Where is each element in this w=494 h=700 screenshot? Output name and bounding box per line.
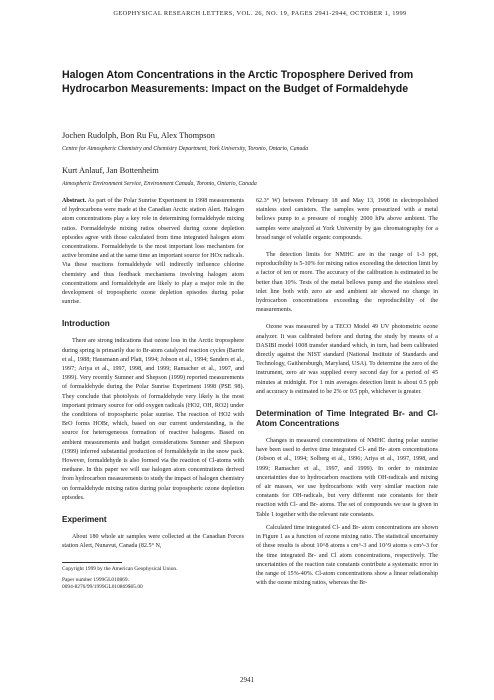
author-list-1: Jochen Rudolph, Bon Ru Fu, Alex Thompson	[62, 131, 215, 140]
abstract	[62, 197, 244, 307]
abstract-text: As part of the Polar Sunrise Experiment in 1998 measurements of hydrocarbons were made at the Canadian Arctic station Alert. Halogen atom concentrations play a key role in determining formaldehyde mixing ratios. Formaldehyde mixing ratios observed during ozone depletion episodes agree with those calculated from time integrated halogen atom concentrations. Formaldehyde is the most important loss mechanism for active bromine and at the same time an important source for HOx radicals. Via these reactions formaldehyde will indirectly influence chlorine chemistry and thus feedback mechanisms involving halogen atom concentrations and formaldehyde are likely to play a major role in the development of tropospheric ozone depletion episodes during polar sunrise.	[62, 198, 244, 306]
experiment-paragraph: About 180 whole air samples were collected at the Canadian Forces station Alert, Nunavut, Canada (82.5° N,	[62, 534, 244, 550]
introduction-paragraph: There are strong indications that ozone loss in the Arctic troposphere during spring is primarily due to Br-atom catalyzed reaction cycles (Barrie et al., 1988; Hausmann and Platt, 1994; Jobson et al., 1994; Sanders et al., 1997; Ariya et al., 1997, 1998, and 1999; Ramacher et al., 1997, and 1999). Very recently Sumner and Shepson (1999) reported measurements of formaldehyde during the Polar Sunrise Experiment 1998 (PSE 98). They conclude that photolysis of formaldehyde very likely is the most important primary source for odd oxygen radicals (HO2, OH, RO2) under the conditions of tropospheric polar sunrise. The reaction of HO2 with BrO forms HOBr, which, based on our current understanding, is the source for heterogeneous formation of reactive halogens. Based on ambient measurements and budget considerations Sumner and Shepson (1999) inferred substantial production of formaldehyde in the snow pack. However, formaldehyde is also formed via the reaction of Cl-atoms with methane. In this paper we will use halogen atom concentrations derived from hydrocarbon measurements to study the impact of halogen chemistry on formaldehyde mixing ratios during polar tropospheric ozone depletion episodes.	[62, 338, 244, 501]
footnote-rule	[62, 562, 122, 563]
paper-number: Paper number 1999GL010869.	[62, 576, 129, 583]
paragraph-gap	[256, 315, 438, 323]
issn-code: 0094-8276/99/1999GL010869$05.00	[62, 583, 143, 590]
paragraph-gap	[256, 243, 438, 251]
copyright-notice: Copyright 1999 by the American Geophysical Union.	[62, 565, 178, 572]
paper-title: Halogen Atom Concentrations in the Arctic Troposphere Derived from Hydrocarbon Measurements: Impact on the Budget of Formaldehyde	[62, 69, 414, 95]
introduction-heading: Introduction	[62, 319, 110, 329]
affiliation-1: Centre for Atmospheric Chemistry and Chemistry Department, York University, Toronto, Ontario, Canada	[62, 146, 309, 152]
ozone-measurement-paragraph: Ozone was measured by a TECO Model 49 UV photometric ozone analyzer. It was calibrated before and during the study by means of a DASIBI model 1008 transfer standard which, in turn, had been calibrated directly against the NIST standard (National Institute of Standards and Technology, Gaithersburgh, Maryland, USA). To determine the zero of the instrument, zero air was supplied every second day for a period of 45 minutes at midnight. For 1 min averages detection limit is about 0.5 ppb and accuracy is estimated to be 2% or 0.5 ppb, whichever is greater.	[256, 324, 438, 395]
experiment-continued-paragraph: 62.3° W) between February 18 and May 13, 1998 in electropolished stainless steel canisters. The samples were pressurized with a metal bellows pump to a pressure of roughly 2000 hPa above ambient. The samples were analyzed at York University by gas chromatography for a broad range of volatile organic compounds.	[256, 198, 438, 241]
author-list-2: Kurt Anlauf, Jan Bottenheim	[62, 166, 159, 175]
left-column	[62, 197, 244, 591]
experiment-heading: Experiment	[62, 515, 107, 525]
running-head: GEOPHYSICAL RESEARCH LETTERS, VOL. 26, NO. 19, PAGES 2941-2944, OCTOBER 1, 1999	[113, 10, 407, 17]
determination-paragraph-2: Calculated time integrated Cl- and Br- atom concentrations are shown in Figure 1 as a function of ozone mixing ratio. The statistical uncertainty of these results is about 10^8 atoms s cm^-3 and 10^9 atoms s cm^-3 for the time integrated Br- and Cl atom concentrations, respectively. The uncertainties of the reaction rate constants contribute a systematic error in the range of 15%-40%. Cl-atom concentrations show a linear relationship with the ozone mixing ratios, whereas the Br-	[256, 524, 438, 587]
determination-heading: Determination of Time Integrated Br- and Cl-Atom Concentrations	[256, 409, 438, 429]
abstract-label: Abstract.	[62, 198, 87, 204]
detection-limits-paragraph: The detection limits for NMHC are in the range of 1-3 ppt, reproducibility is 5-10% for mixing ratios exceeding the detection limit by a factor of ten or more. The accuracy of the calibration is estimated to be better than 10%. Tests of the metal bellows pump and the stainless steel inlet line both with zero air and ambient air showed no change in hydrocarbon concentrations exceeding the reproducibility of the measurements.	[256, 252, 438, 314]
affiliation-2: Atmospheric Environment Service, Environment Canada, Toronto, Ontario, Canada	[62, 181, 257, 187]
determination-paragraph-1: Changes in measured concentrations of NMHC during polar sunrise have been used to derive time integrated Cl- and Br- atom concentrations (Jobson et al., 1994; Solberg et al., 1996; Ariya et al., 1997, 1998, and 1999; Ramacher et al., 1997, and 1999). In order to minimize uncertainties due to hydrocarbon reactions with OH-radicals and mixing of air masses, we use hydrocarbons with very similar reaction rate constants for OH-radicals, but very different rate constants for their reaction with Cl- and Br- atoms. The set of compounds we use is given in Table 1 together with the relevant rate constants.	[256, 438, 438, 518]
right-column	[256, 197, 438, 588]
page-number: 2941	[240, 676, 254, 684]
